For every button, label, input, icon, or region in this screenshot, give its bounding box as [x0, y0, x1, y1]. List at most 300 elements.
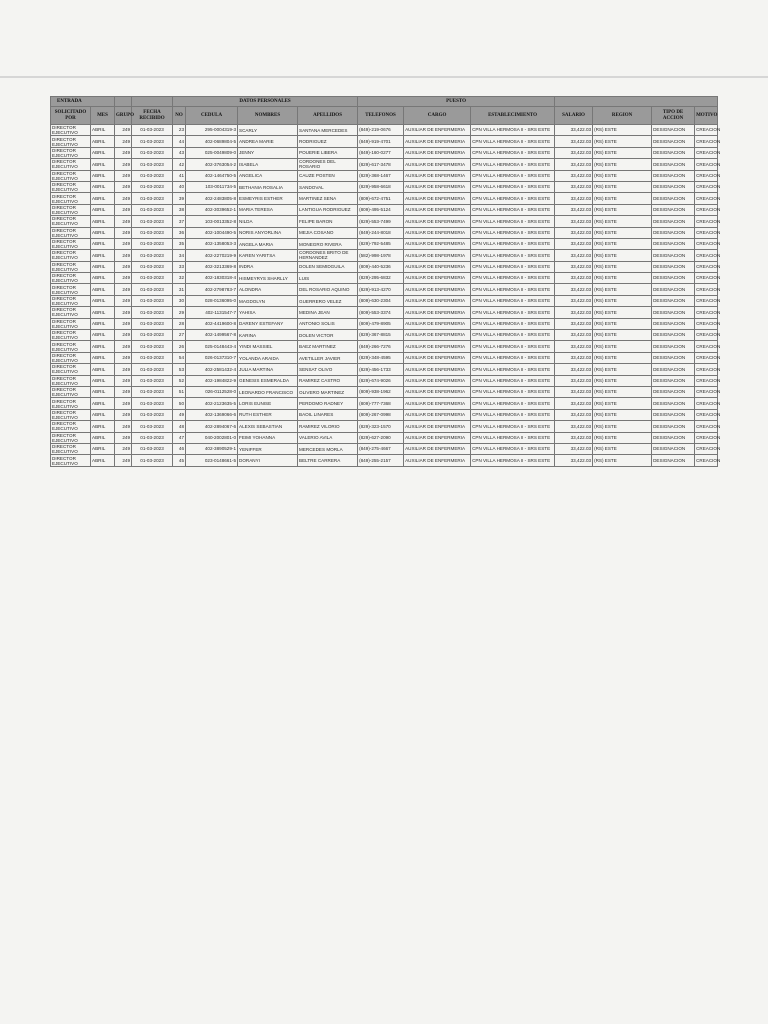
- column-header: APELLIDOS: [298, 107, 358, 125]
- cell-salario: 33,422.03: [555, 159, 593, 170]
- cell-no: 37: [173, 216, 186, 227]
- cell-apellidos: POUERIE LIBERA: [298, 147, 358, 158]
- cell-salario: 33,422.03: [555, 193, 593, 204]
- cell-nombres: KARINA: [238, 330, 298, 341]
- cell-est: CPN VILLA HERMOSA II - SRS ESTE: [471, 250, 555, 261]
- cell-cedula: 402-1004490-5: [186, 227, 238, 238]
- cell-region: (RS) ESTE: [593, 204, 652, 215]
- cell-nombres: RUTH ESTHER: [238, 409, 298, 420]
- table-row: [51, 443, 718, 454]
- cell-tel: (809)-672-4751: [358, 193, 404, 204]
- cell-mes: ABRIL: [91, 170, 115, 181]
- cell-cedula: 026-0112528-0: [186, 386, 238, 397]
- cell-tel: (829)-913-4270: [358, 284, 404, 295]
- cell-tel: (829)-553-7499: [358, 216, 404, 227]
- cell-nombres: ALEXIS SEBASTIAN: [238, 421, 298, 432]
- cell-grupo: 249: [115, 159, 132, 170]
- cell-mes: ABRIL: [91, 159, 115, 170]
- table-row: [51, 125, 718, 136]
- column-header: SALARIO: [555, 107, 593, 125]
- cell-apellidos: OLIVERO MARTINEZ: [298, 386, 358, 397]
- cell-region: (RS) ESTE: [593, 330, 652, 341]
- cell-fecha: 01-03-2023: [132, 432, 173, 443]
- cell-mes: ABRIL: [91, 398, 115, 409]
- cell-grupo: 249: [115, 432, 132, 443]
- cell-tipo: DESIGNACION: [652, 170, 695, 181]
- table-row: [51, 318, 718, 329]
- cell-salario: 33,422.03: [555, 295, 593, 306]
- cell-est: CPN VILLA HERMOSA II - SRS ESTE: [471, 181, 555, 192]
- cell-sol: DIRECTOR EJECUTIVO: [51, 375, 91, 386]
- table-row: [51, 330, 718, 341]
- cell-apellidos: BELTRE CARRERA: [298, 455, 358, 466]
- cell-cedula: 103-0013352-8: [186, 216, 238, 227]
- cell-cedula: 295-0004319-3: [186, 125, 238, 136]
- cell-tel: (829)-617-3478: [358, 159, 404, 170]
- column-header: MES: [91, 107, 115, 125]
- table-row: [51, 181, 718, 192]
- column-header: CARGO: [404, 107, 471, 125]
- cell-nombres: DARENY ESTEFANY: [238, 318, 298, 329]
- cell-est: CPN VILLA HERMOSA II - SRS ESTE: [471, 238, 555, 249]
- table-row: [51, 421, 718, 432]
- table-row: [51, 364, 718, 375]
- cell-sol: DIRECTOR EJECUTIVO: [51, 398, 91, 409]
- cell-fecha: 01-03-2023: [132, 147, 173, 158]
- cell-sol: DIRECTOR EJECUTIVO: [51, 136, 91, 147]
- cell-sol: DIRECTOR EJECUTIVO: [51, 147, 91, 158]
- cell-cedula: 402-1131547-7: [186, 307, 238, 318]
- cell-motivo: CREACION: [695, 181, 718, 192]
- cell-sol: DIRECTOR EJECUTIVO: [51, 443, 91, 454]
- cell-cargo: AUXILIAR DE ENFERMERIA: [404, 432, 471, 443]
- cell-region: (RS) ESTE: [593, 398, 652, 409]
- column-header: CEDULA: [186, 107, 238, 125]
- cell-cargo: AUXILIAR DE ENFERMERIA: [404, 330, 471, 341]
- cell-tipo: DESIGNACION: [652, 216, 695, 227]
- cell-fecha: 01-03-2023: [132, 386, 173, 397]
- cell-motivo: CREACION: [695, 227, 718, 238]
- cell-est: CPN VILLA HERMOSA II - SRS ESTE: [471, 364, 555, 375]
- cell-region: (RS) ESTE: [593, 273, 652, 284]
- cell-motivo: CREACION: [695, 147, 718, 158]
- cell-tipo: DESIGNACION: [652, 227, 695, 238]
- table-row: [51, 136, 718, 147]
- table-row: [51, 284, 718, 295]
- cell-cargo: AUXILIAR DE ENFERMERIA: [404, 375, 471, 386]
- cell-region: (RS) ESTE: [593, 125, 652, 136]
- cell-salario: 33,422.03: [555, 125, 593, 136]
- cell-cedula: 402-1830318-4: [186, 273, 238, 284]
- cell-fecha: 01-03-2023: [132, 443, 173, 454]
- cell-cedula: 402-1358053-3: [186, 238, 238, 249]
- cell-no: 44: [173, 136, 186, 147]
- cell-tel: (829)-792-5485: [358, 238, 404, 249]
- cell-sol: DIRECTOR EJECUTIVO: [51, 364, 91, 375]
- cell-salario: 33,422.03: [555, 421, 593, 432]
- cell-tel: (809)-553-3374: [358, 307, 404, 318]
- cell-tipo: DESIGNACION: [652, 238, 695, 249]
- cell-grupo: 249: [115, 318, 132, 329]
- cell-no: 26: [173, 341, 186, 352]
- cell-no: 53: [173, 364, 186, 375]
- cell-mes: ABRIL: [91, 364, 115, 375]
- cell-tipo: DESIGNACION: [652, 193, 695, 204]
- cell-mes: ABRIL: [91, 432, 115, 443]
- cell-region: (RS) ESTE: [593, 147, 652, 158]
- cell-apellidos: CORDONES BRITO DE HERNANDEZ: [298, 250, 358, 261]
- cell-no: 36: [173, 227, 186, 238]
- cell-cedula: 402-3890529-1: [186, 443, 238, 454]
- cell-nombres: NILDA: [238, 216, 298, 227]
- cell-grupo: 249: [115, 227, 132, 238]
- cell-cedula: 402-1984822-9: [186, 375, 238, 386]
- cell-apellidos: RAMIREZ VILORIO: [298, 421, 358, 432]
- cell-mes: ABRIL: [91, 421, 115, 432]
- cell-nombres: ISABELA: [238, 159, 298, 170]
- cell-motivo: CREACION: [695, 216, 718, 227]
- cell-est: CPN VILLA HERMOSA II - SRS ESTE: [471, 295, 555, 306]
- cell-mes: ABRIL: [91, 273, 115, 284]
- cell-apellidos: ANTONIO SOLIS: [298, 318, 358, 329]
- cell-cargo: AUXILIAR DE ENFERMERIA: [404, 159, 471, 170]
- cell-fecha: 01-03-2023: [132, 261, 173, 272]
- cell-region: (RS) ESTE: [593, 250, 652, 261]
- cell-region: (RS) ESTE: [593, 227, 652, 238]
- cell-region: (RS) ESTE: [593, 284, 652, 295]
- cell-grupo: 249: [115, 261, 132, 272]
- column-header: NOMBRES: [238, 107, 298, 125]
- cell-apellidos: PERDOMO RADNEY: [298, 398, 358, 409]
- cell-fecha: 01-03-2023: [132, 341, 173, 352]
- cell-grupo: 249: [115, 409, 132, 420]
- cell-region: (RS) ESTE: [593, 432, 652, 443]
- cell-motivo: CREACION: [695, 136, 718, 147]
- cell-no: 31: [173, 284, 186, 295]
- cell-tel: (809)-777-7368: [358, 398, 404, 409]
- cell-tipo: DESIGNACION: [652, 386, 695, 397]
- cell-region: (RS) ESTE: [593, 421, 652, 432]
- cell-cargo: AUXILIAR DE ENFERMERIA: [404, 398, 471, 409]
- cell-grupo: 249: [115, 170, 132, 181]
- cell-est: CPN VILLA HERMOSA II - SRS ESTE: [471, 193, 555, 204]
- cell-grupo: 249: [115, 295, 132, 306]
- cell-cedula: 402-2581432-4: [186, 364, 238, 375]
- cell-no: 39: [173, 193, 186, 204]
- cell-grupo: 249: [115, 273, 132, 284]
- table-row: [51, 261, 718, 272]
- cell-sol: DIRECTOR EJECUTIVO: [51, 352, 91, 363]
- cell-no: 23: [173, 125, 186, 136]
- cell-tipo: DESIGNACION: [652, 273, 695, 284]
- cell-sol: DIRECTOR EJECUTIVO: [51, 318, 91, 329]
- column-header: FECHA RECIBIDO: [132, 107, 173, 125]
- cell-nombres: SCARLY: [238, 125, 298, 136]
- cell-no: 50: [173, 398, 186, 409]
- cell-tel: (809)-938-1962: [358, 386, 404, 397]
- cell-salario: 33,422.03: [555, 307, 593, 318]
- table-row: [51, 386, 718, 397]
- cell-tel: (849)-275-4667: [358, 443, 404, 454]
- cell-cedula: 026-0137310-7: [186, 352, 238, 363]
- cell-fecha: 01-03-2023: [132, 330, 173, 341]
- cell-region: (RS) ESTE: [593, 159, 652, 170]
- cell-tel: (829)-674-9026: [358, 375, 404, 386]
- column-header: REGION: [593, 107, 652, 125]
- cell-salario: 33,422.03: [555, 261, 593, 272]
- table-row: [51, 147, 718, 158]
- cell-no: 46: [173, 443, 186, 454]
- cell-est: CPN VILLA HERMOSA II - SRS ESTE: [471, 204, 555, 215]
- cell-motivo: CREACION: [695, 170, 718, 181]
- cell-mes: ABRIL: [91, 330, 115, 341]
- cell-tel: (829)-323-1570: [358, 421, 404, 432]
- cell-motivo: CREACION: [695, 398, 718, 409]
- group-puesto: PUESTO: [358, 97, 555, 107]
- cell-region: (RS) ESTE: [593, 238, 652, 249]
- cell-est: CPN VILLA HERMOSA II - SRS ESTE: [471, 284, 555, 295]
- cell-fecha: 01-03-2023: [132, 159, 173, 170]
- column-header: GRUPO: [115, 107, 132, 125]
- cell-tipo: DESIGNACION: [652, 204, 695, 215]
- cell-est: CPN VILLA HERMOSA II - SRS ESTE: [471, 273, 555, 284]
- cell-tel: (809)-267-0998: [358, 409, 404, 420]
- cell-apellidos: BAEZ MARTINEZ: [298, 341, 358, 352]
- cell-apellidos: BAOIL LINARES: [298, 409, 358, 420]
- cell-sol: DIRECTOR EJECUTIVO: [51, 238, 91, 249]
- cell-nombres: ESMEYRIS ESTHER: [238, 193, 298, 204]
- cell-motivo: CREACION: [695, 352, 718, 363]
- cell-salario: 33,422.03: [555, 204, 593, 215]
- cell-apellidos: GUERRERO VELEZ: [298, 295, 358, 306]
- cell-est: CPN VILLA HERMOSA II - SRS ESTE: [471, 455, 555, 466]
- cell-fecha: 01-03-2023: [132, 238, 173, 249]
- cell-nombres: MARIA TERESA: [238, 204, 298, 215]
- cell-grupo: 249: [115, 136, 132, 147]
- cell-nombres: KAREN YARITSA: [238, 250, 298, 261]
- cell-motivo: CREACION: [695, 125, 718, 136]
- cell-tel: (829)-627-2090: [358, 432, 404, 443]
- cell-tipo: DESIGNACION: [652, 409, 695, 420]
- cell-tipo: DESIGNACION: [652, 295, 695, 306]
- cell-tipo: DESIGNACION: [652, 364, 695, 375]
- cell-salario: 33,422.03: [555, 170, 593, 181]
- table-row: [51, 273, 718, 284]
- cell-nombres: ALONDRA: [238, 284, 298, 295]
- cell-est: CPN VILLA HERMOSA II - SRS ESTE: [471, 318, 555, 329]
- cell-no: 43: [173, 147, 186, 158]
- cell-region: (RS) ESTE: [593, 216, 652, 227]
- cell-motivo: CREACION: [695, 341, 718, 352]
- cell-est: CPN VILLA HERMOSA II - SRS ESTE: [471, 159, 555, 170]
- cell-fecha: 01-03-2023: [132, 170, 173, 181]
- cell-cargo: AUXILIAR DE ENFERMERIA: [404, 307, 471, 318]
- cell-salario: 33,422.03: [555, 216, 593, 227]
- cell-cedula: 402-2894067-6: [186, 421, 238, 432]
- cell-no: 42: [173, 159, 186, 170]
- cell-mes: ABRIL: [91, 409, 115, 420]
- cell-grupo: 249: [115, 250, 132, 261]
- cell-tel: (849)-266-7276: [358, 341, 404, 352]
- cell-tipo: DESIGNACION: [652, 443, 695, 454]
- cell-est: CPN VILLA HERMOSA II - SRS ESTE: [471, 443, 555, 454]
- column-header: MOTIVO: [695, 107, 718, 125]
- cell-cedula: 402-2483805-8: [186, 193, 238, 204]
- cell-cargo: AUXILIAR DE ENFERMERIA: [404, 455, 471, 466]
- cell-salario: 33,422.03: [555, 284, 593, 295]
- cell-tipo: DESIGNACION: [652, 250, 695, 261]
- cell-no: 33: [173, 261, 186, 272]
- cell-motivo: CREACION: [695, 273, 718, 284]
- table-row: [51, 250, 718, 261]
- cell-no: 52: [173, 375, 186, 386]
- cell-cargo: AUXILIAR DE ENFERMERIA: [404, 318, 471, 329]
- cell-region: (RS) ESTE: [593, 341, 652, 352]
- cell-apellidos: MEDINA JEAN: [298, 307, 358, 318]
- table-row: [51, 398, 718, 409]
- cell-tel: (809)-630-2304: [358, 295, 404, 306]
- cell-cargo: AUXILIAR DE ENFERMERIA: [404, 341, 471, 352]
- cell-cargo: AUXILIAR DE ENFERMERIA: [404, 250, 471, 261]
- cell-no: 49: [173, 409, 186, 420]
- cell-est: CPN VILLA HERMOSA II - SRS ESTE: [471, 341, 555, 352]
- table-row: [51, 193, 718, 204]
- table-row: [51, 341, 718, 352]
- cell-fecha: 01-03-2023: [132, 204, 173, 215]
- cell-grupo: 249: [115, 147, 132, 158]
- cell-mes: ABRIL: [91, 147, 115, 158]
- cell-fecha: 01-03-2023: [132, 352, 173, 363]
- cell-mes: ABRIL: [91, 238, 115, 249]
- cell-region: (RS) ESTE: [593, 295, 652, 306]
- cell-salario: 33,422.03: [555, 386, 593, 397]
- cell-mes: ABRIL: [91, 341, 115, 352]
- cell-no: 35: [173, 238, 186, 249]
- cell-tel: (849)-255-2157: [358, 455, 404, 466]
- cell-tel: (809)-495-5124: [358, 204, 404, 215]
- cell-nombres: YOLANDA ARAIDA: [238, 352, 298, 363]
- table-body: [51, 125, 721, 467]
- cell-tel: (849)-160-0277: [358, 147, 404, 158]
- cell-fecha: 01-03-2023: [132, 375, 173, 386]
- cell-salario: 33,422.03: [555, 364, 593, 375]
- cell-cargo: AUXILIAR DE ENFERMERIA: [404, 170, 471, 181]
- cell-region: (RS) ESTE: [593, 352, 652, 363]
- cell-region: (RS) ESTE: [593, 136, 652, 147]
- cell-salario: 33,422.03: [555, 341, 593, 352]
- cell-fecha: 01-03-2023: [132, 284, 173, 295]
- column-header: TELEFONOS: [358, 107, 404, 125]
- cell-sol: DIRECTOR EJECUTIVO: [51, 284, 91, 295]
- cell-tipo: DESIGNACION: [652, 147, 695, 158]
- cell-apellidos: SANTANA MERCEDES: [298, 125, 358, 136]
- cell-cedula: 025-0049809-0: [186, 147, 238, 158]
- cell-no: 54: [173, 352, 186, 363]
- cell-grupo: 249: [115, 398, 132, 409]
- cell-motivo: CREACION: [695, 432, 718, 443]
- cell-motivo: CREACION: [695, 443, 718, 454]
- cell-cargo: AUXILIAR DE ENFERMERIA: [404, 136, 471, 147]
- cell-cargo: AUXILIAR DE ENFERMERIA: [404, 204, 471, 215]
- cell-sol: DIRECTOR EJECUTIVO: [51, 330, 91, 341]
- cell-cedula: 402-3213369-8: [186, 261, 238, 272]
- cell-nombres: ANGELA MARIA: [238, 238, 298, 249]
- cell-est: CPN VILLA HERMOSA II - SRS ESTE: [471, 432, 555, 443]
- cell-sol: DIRECTOR EJECUTIVO: [51, 216, 91, 227]
- cell-grupo: 249: [115, 284, 132, 295]
- cell-sol: DIRECTOR EJECUTIVO: [51, 204, 91, 215]
- cell-motivo: CREACION: [695, 261, 718, 272]
- cell-motivo: CREACION: [695, 318, 718, 329]
- cell-cargo: AUXILIAR DE ENFERMERIA: [404, 193, 471, 204]
- cell-tipo: DESIGNACION: [652, 432, 695, 443]
- table-row: [51, 204, 718, 215]
- cell-fecha: 01-03-2023: [132, 227, 173, 238]
- cell-nombres: NORIS ANYORLINA: [238, 227, 298, 238]
- cell-apellidos: SENSAT OLIVO: [298, 364, 358, 375]
- cell-fecha: 01-03-2023: [132, 125, 173, 136]
- cell-cargo: AUXILIAR DE ENFERMERIA: [404, 216, 471, 227]
- cell-apellidos: SANDOVAL: [298, 181, 358, 192]
- cell-mes: ABRIL: [91, 125, 115, 136]
- cell-mes: ABRIL: [91, 136, 115, 147]
- column-header-row: [51, 107, 718, 125]
- cell-apellidos: RAMIREZ CASTRO: [298, 375, 358, 386]
- cell-grupo: 249: [115, 421, 132, 432]
- cell-tipo: DESIGNACION: [652, 330, 695, 341]
- cell-sol: DIRECTOR EJECUTIVO: [51, 159, 91, 170]
- cell-no: 40: [173, 181, 186, 192]
- table-row: [51, 170, 718, 181]
- cell-fecha: 01-03-2023: [132, 455, 173, 466]
- spreadsheet-sheet: [50, 96, 721, 467]
- personnel-table: [50, 96, 721, 467]
- cell-grupo: 249: [115, 375, 132, 386]
- cell-tel: (829)-367-8815: [358, 330, 404, 341]
- cell-est: CPN VILLA HERMOSA II - SRS ESTE: [471, 352, 555, 363]
- cell-tel: (582)-998-1978: [358, 250, 404, 261]
- cell-no: 29: [173, 307, 186, 318]
- cell-cedula: 402-1369066-6: [186, 409, 238, 420]
- cell-nombres: MAGDOLYN: [238, 295, 298, 306]
- cell-salario: 33,422.03: [555, 375, 593, 386]
- cell-motivo: CREACION: [695, 409, 718, 420]
- cell-sol: DIRECTOR EJECUTIVO: [51, 125, 91, 136]
- cell-fecha: 01-03-2023: [132, 181, 173, 192]
- cell-apellidos: MARTINEZ SENA: [298, 193, 358, 204]
- cell-sol: DIRECTOR EJECUTIVO: [51, 181, 91, 192]
- cell-mes: ABRIL: [91, 216, 115, 227]
- table-row: [51, 352, 718, 363]
- cell-mes: ABRIL: [91, 352, 115, 363]
- cell-mes: ABRIL: [91, 318, 115, 329]
- cell-region: (RS) ESTE: [593, 181, 652, 192]
- cell-tipo: DESIGNACION: [652, 398, 695, 409]
- cell-fecha: 01-03-2023: [132, 409, 173, 420]
- cell-tipo: DESIGNACION: [652, 159, 695, 170]
- cell-cargo: AUXILIAR DE ENFERMERIA: [404, 273, 471, 284]
- cell-fecha: 01-03-2023: [132, 421, 173, 432]
- cell-tipo: DESIGNACION: [652, 136, 695, 147]
- cell-mes: ABRIL: [91, 307, 115, 318]
- cell-est: CPN VILLA HERMOSA II - SRS ESTE: [471, 330, 555, 341]
- cell-motivo: CREACION: [695, 204, 718, 215]
- cell-mes: ABRIL: [91, 375, 115, 386]
- cell-est: CPN VILLA HERMOSA II - SRS ESTE: [471, 125, 555, 136]
- cell-cargo: AUXILIAR DE ENFERMERIA: [404, 147, 471, 158]
- cell-tel: (829)-295-6832: [358, 273, 404, 284]
- cell-region: (RS) ESTE: [593, 443, 652, 454]
